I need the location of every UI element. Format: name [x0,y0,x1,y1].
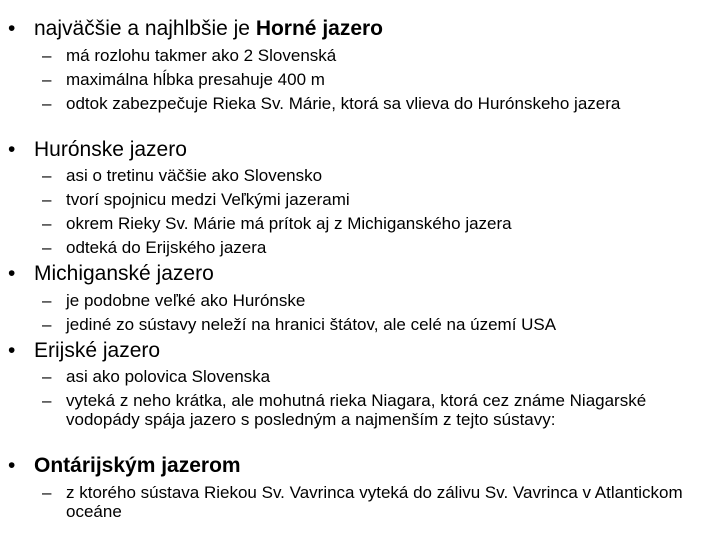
bullet-michiganske-jazero [8,262,214,286]
subitem [42,214,712,233]
heading-bold-lake: Horné jazero [255,17,384,40]
dash-icon: – [42,46,52,65]
bullet-icon: • [8,454,16,477]
subitem-text: maximálna hĺbka presahuje 400 m [66,70,325,89]
heading: Erijské jazero [34,339,161,362]
subitem-text: tvorí spojnicu medzi Veľkými jazerami [66,190,350,209]
dash-icon: – [42,94,52,113]
dash-icon: – [42,315,52,334]
heading-prefix: najväčšie a najhlbšie je [34,17,256,40]
subitem [42,367,712,386]
bullet-erijske-jazero [8,339,160,363]
subitem [42,46,712,65]
bullet-huronske-jazero [8,138,187,162]
dash-icon: – [42,214,52,233]
dash-icon: – [42,367,52,386]
dash-icon: – [42,238,52,257]
subitem-text: okrem Rieky Sv. Márie má prítok aj z Michiganského jazera [66,214,512,233]
heading: Michiganské jazero [34,262,214,285]
subitem-text: z ktorého sústava Riekou Sv. Vavrinca vyteká do zálivu Sv. Vavrinca v Atlantickom oceáne [66,483,683,521]
subitem [42,238,712,257]
subitem-text: je podobne veľké ako Hurónske [66,291,306,310]
bullet-ontarijske-jazero [8,454,241,478]
dash-icon: – [42,291,52,310]
subitem [42,315,712,334]
bullet-icon: • [8,339,16,362]
bullet-horne-jazero [8,17,383,41]
bullet-icon: • [8,262,16,285]
subitem [42,70,712,89]
bullet-icon: • [8,138,16,161]
dash-icon: – [42,391,52,410]
subitem [42,190,712,209]
subitem [42,291,712,310]
subitem-text: asi o tretinu väčšie ako Slovensko [66,166,323,185]
dash-icon: – [42,483,52,502]
dash-icon: – [42,70,52,89]
subitem-text: odteká do Erijského jazera [66,238,267,257]
dash-icon: – [42,166,52,185]
heading: Ontárijským jazerom [34,454,241,477]
subitem-text: odtok zabezpečuje Rieka Sv. Márie, ktorá sa vlieva do Hurónskeho jazera [66,94,621,113]
dash-icon: – [42,190,52,209]
subitem-text: má rozlohu takmer ako 2 Slovenská [66,46,337,65]
subitem-text: jediné zo sústavy neleží na hranici štátov, ale celé na území USA [66,315,557,334]
bullet-icon: • [8,17,16,40]
subitem [42,166,712,185]
subitem [42,483,712,521]
subitem-text: asi ako polovica Slovenska [66,367,271,386]
heading: Hurónske jazero [34,138,187,161]
subitem [42,391,712,429]
subitem-text: vyteká z neho krátka, ale mohutná rieka Niagara, ktorá cez známe Niagarské vodopády spája jazero s posledným a najmenším z tejto sústavy: [66,391,647,429]
subitem [42,94,712,113]
